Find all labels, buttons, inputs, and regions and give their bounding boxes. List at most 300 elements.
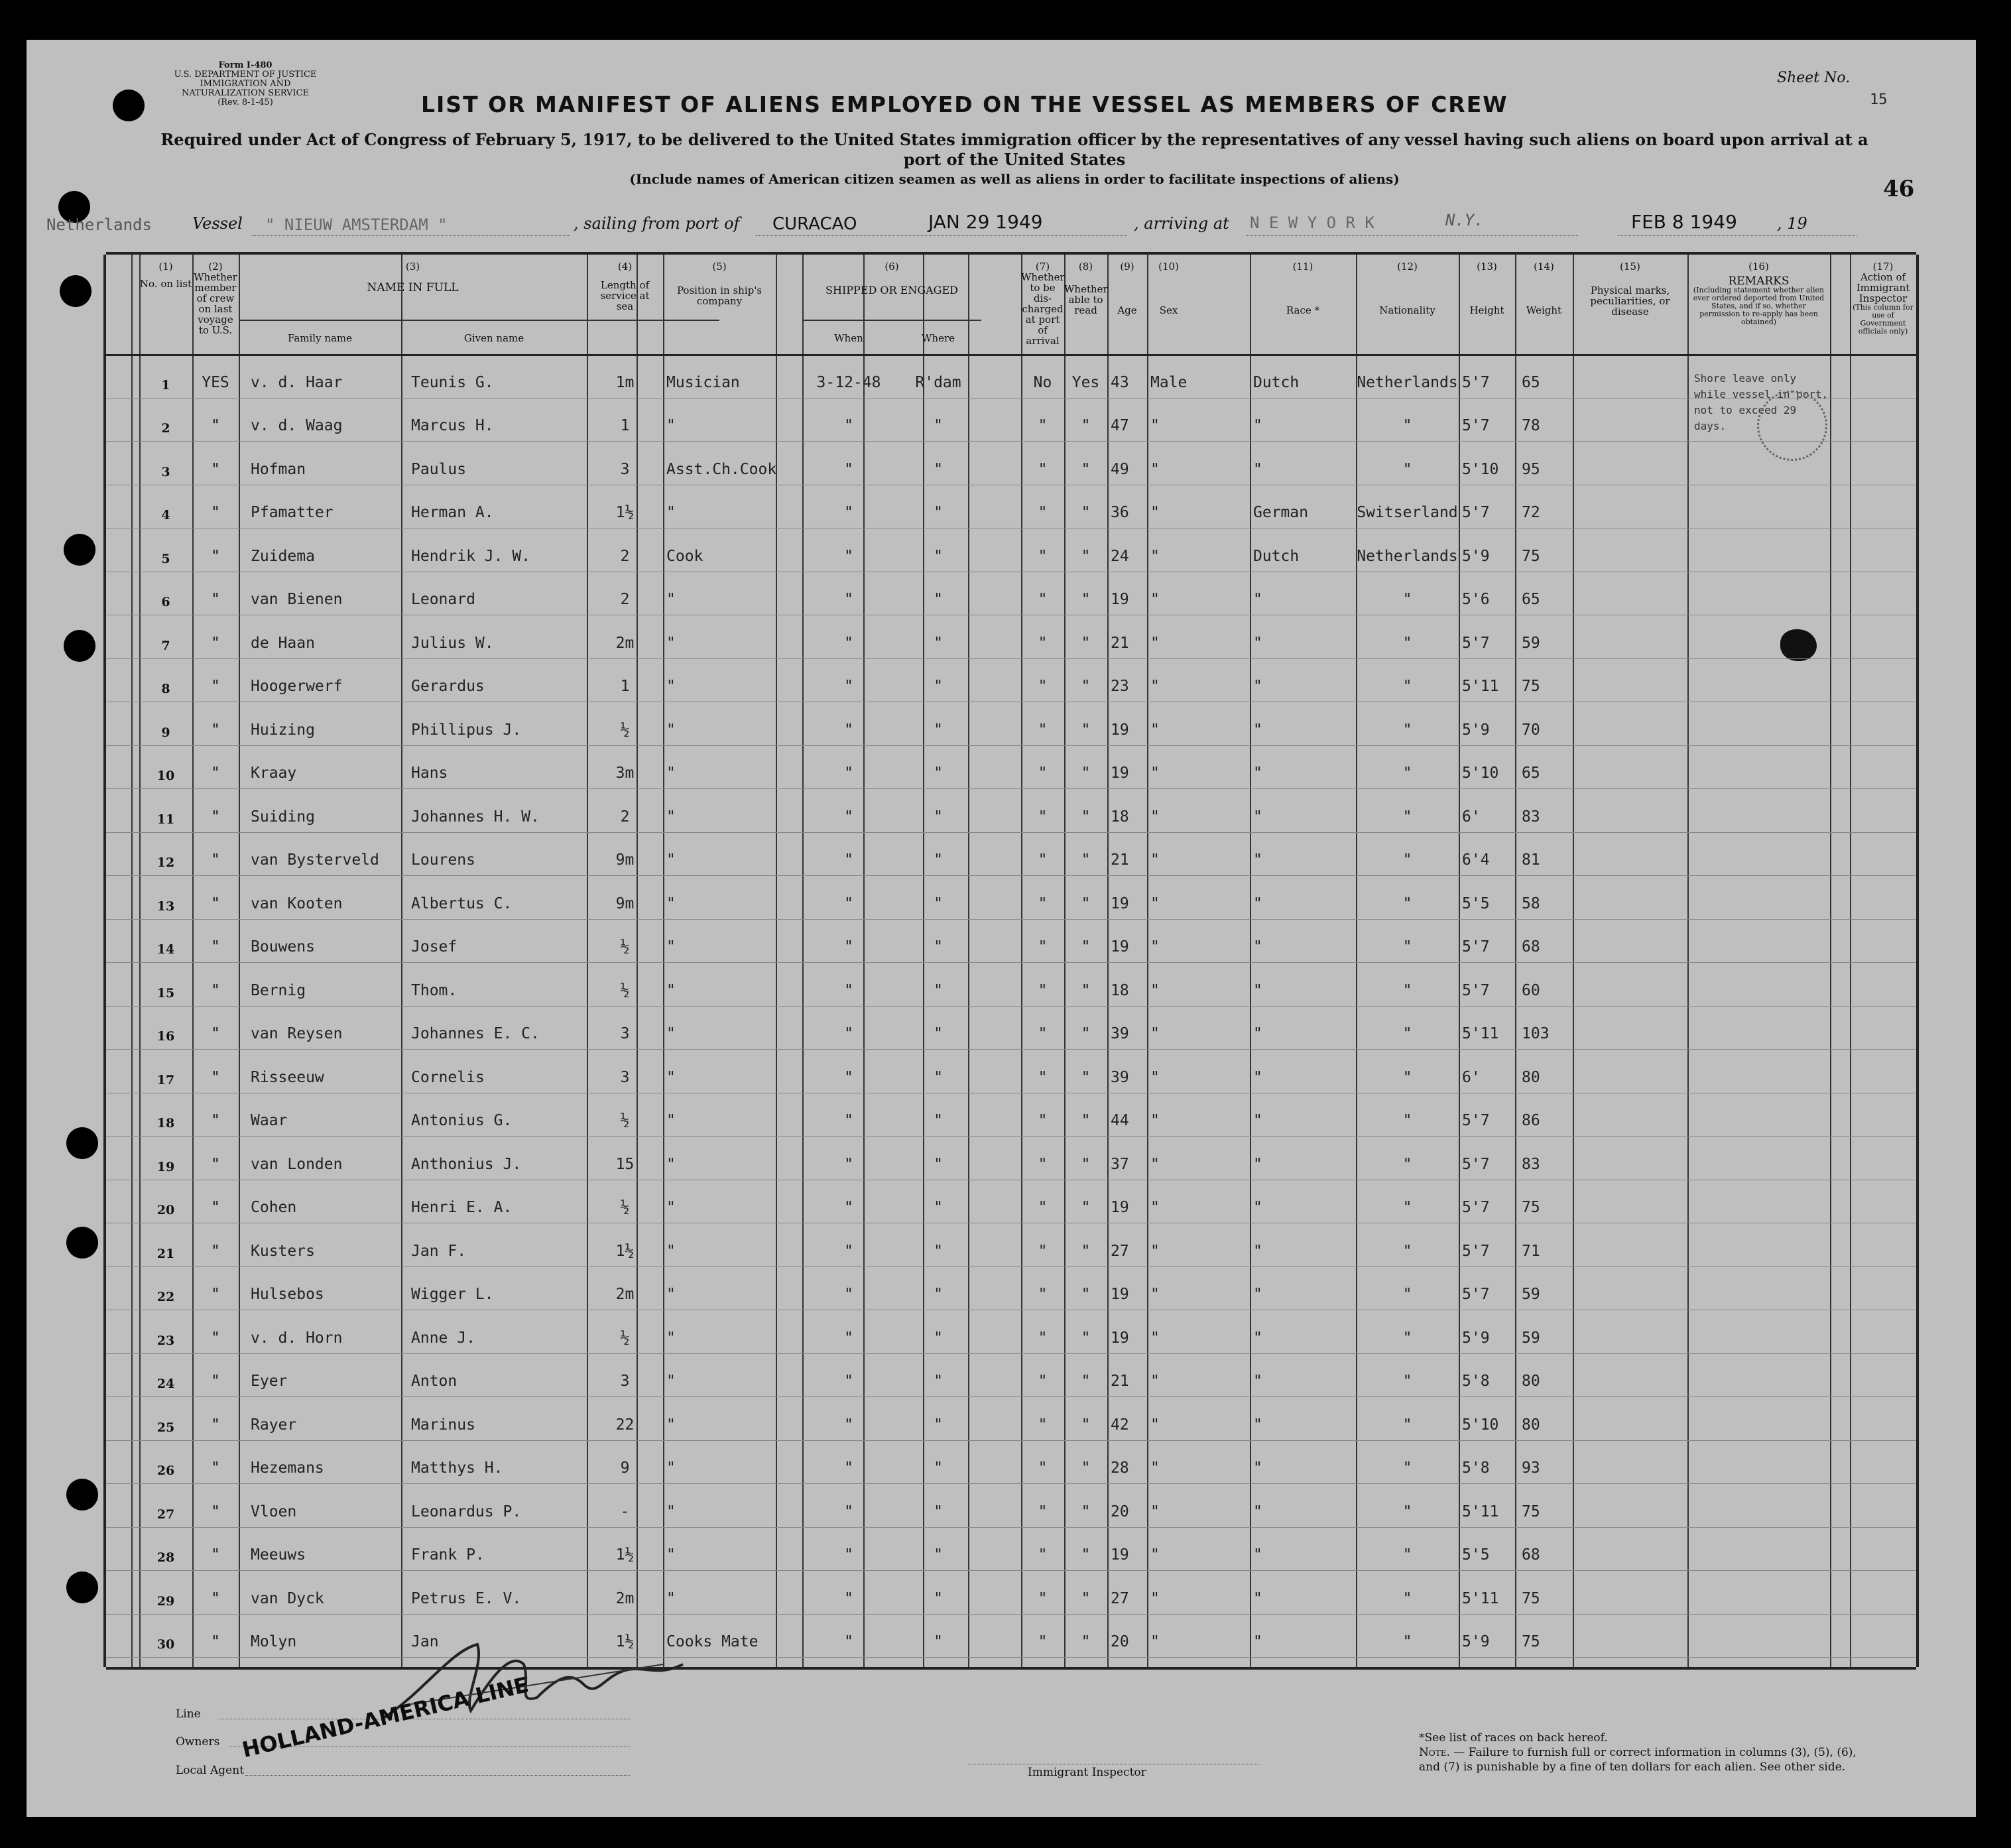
cell-prev: " [211,981,220,999]
row-number: 5 [161,551,170,566]
cell-position: Cooks Mate [666,1633,759,1650]
cell-read: " [1081,1068,1091,1086]
cell-family: van Bienen [251,591,343,608]
col-5-label: Position in ship's company [676,284,762,307]
crew-table [106,252,1916,1670]
cell-nationality: " [1402,460,1412,478]
cell-race: " [1253,460,1262,478]
cell-prev: " [211,547,220,565]
col-12-header [1356,261,1459,316]
cell-when: " [844,504,853,521]
cell-disch: " [1038,547,1048,565]
cell-disch: " [1038,981,1048,999]
cell-position: " [666,678,676,695]
cell-race: " [1253,634,1262,652]
cell-weight: 103 [1522,1025,1550,1042]
cell-when: " [844,1155,853,1173]
cell-given: Antonius G. [411,1112,513,1129]
cell-service: 2 [620,547,630,565]
cell-position: " [666,417,676,434]
cell-disch: " [1038,1459,1048,1477]
cell-weight: 93 [1522,1459,1540,1477]
penalty-note [1419,1745,1870,1774]
cell-sex: " [1150,1242,1160,1260]
cell-prev: YES [202,373,229,391]
cell-disch: " [1038,894,1048,912]
cell-read: " [1081,547,1091,565]
cell-prev: " [211,808,220,826]
cell-service: - [620,1503,630,1520]
cell-when: " [844,1112,853,1129]
cell-position: " [666,1459,676,1477]
cell-height: 5'7 [1462,1112,1490,1129]
cell-sex: " [1150,1286,1160,1303]
col-8-num: (8) [1078,261,1093,273]
cell-sex: " [1150,591,1160,608]
cell-where: " [934,547,943,565]
col-13-header [1459,261,1515,316]
col-5-num: (5) [712,261,727,273]
cell-when: " [844,547,853,565]
cell-disch: " [1038,1242,1048,1260]
binder-hole [66,1571,98,1603]
form-number: Form I-480 [218,60,273,70]
cell-sex: " [1150,721,1160,739]
row-number: 6 [161,595,170,609]
cell-height: 5'11 [1462,1503,1499,1520]
cell-family: Bouwens [251,938,315,955]
col-7-num: (7) [1035,261,1050,273]
cell-read: " [1081,894,1091,912]
cell-race: " [1253,981,1262,999]
include-note: (Include names of American citizen seamen as well as aliens in order to facilitate inspections of aliens) [629,171,1400,187]
cell-height: 5'11 [1462,1589,1499,1607]
cell-when: " [844,1199,853,1216]
cell-when: " [844,1416,853,1434]
inspection-stamp [1757,391,1827,461]
cell-read: " [1081,1199,1091,1216]
races-note: *See list of races on back hereof. [1419,1731,1608,1745]
cell-position: Asst.Ch.Cook [666,460,777,478]
cell-given: Anne J. [411,1329,475,1347]
row-number: 20 [156,1203,175,1217]
cell-when: " [844,1025,853,1042]
year-label: , 19 [1777,214,1807,233]
cell-given: Johannes H. W. [411,808,540,826]
cell-disch: " [1038,721,1048,739]
cell-where: " [934,1503,943,1520]
cell-prev: " [211,504,220,521]
cell-nationality: Netherlands [1357,547,1458,565]
cell-read: " [1081,1459,1091,1477]
cell-weight: 78 [1522,417,1540,434]
cell-given: Jan [411,1633,439,1650]
cell-height: 5'7 [1462,504,1490,521]
cell-service: 2 [620,591,630,608]
cell-given: Thom. [411,981,457,999]
cell-position: " [666,765,676,782]
cell-nationality: " [1402,808,1412,826]
row-number: 3 [161,464,170,479]
cell-disch: " [1038,765,1048,782]
col-11-num: (11) [1292,261,1313,273]
cell-race: " [1253,938,1262,955]
cell-prev: " [211,591,220,608]
cell-when: " [844,765,853,782]
cell-given: Lourens [411,851,475,869]
cell-sex: " [1150,1373,1160,1390]
vessel-label: Vessel [192,214,243,233]
cell-disch: " [1038,1112,1048,1129]
cell-age: 20 [1111,1633,1129,1650]
cell-disch: " [1038,1329,1048,1347]
col-17-label: Action of Immigrant Inspector [1856,271,1910,304]
row-number: 27 [156,1507,175,1522]
cell-given: Paulus [411,460,467,478]
cell-where: " [934,1112,943,1129]
cell-read: " [1081,1242,1091,1260]
cell-weight: 60 [1522,981,1540,999]
cell-height: 5'8 [1462,1459,1490,1477]
sheet-label: Sheet No. [1777,70,1851,86]
cell-family: de Haan [251,634,315,652]
col-1-header [139,261,192,289]
cell-service: 3 [620,1025,630,1042]
cell-sex: " [1150,1503,1160,1520]
cell-weight: 81 [1522,851,1540,869]
cell-sex: " [1150,634,1160,652]
cell-service: 3 [620,460,630,478]
cell-age: 18 [1111,981,1129,999]
col-13-num: (13) [1477,261,1497,273]
binder-hole [66,1127,98,1159]
cell-where: " [934,851,943,869]
col-11-header [1250,261,1356,316]
cell-where: " [934,591,943,608]
cell-nationality: " [1402,1373,1412,1390]
cell-height: 6' [1462,1068,1481,1086]
remarks-row-1: Shore leave only while vessel in port, not to exceed 29 days. [1694,372,1829,432]
cell-family: Eyer [251,1373,288,1390]
col-4-header [587,261,663,312]
cell-weight: 75 [1522,678,1540,695]
cell-where: " [934,634,943,652]
cell-prev: " [211,1589,220,1607]
cell-prev: " [211,1242,220,1260]
cell-family: Pfamatter [251,504,334,521]
revision: (Rev. 8-1-45) [217,97,273,107]
sailing-label: , sailing from port of [574,214,740,233]
note-label: Note. [1419,1746,1450,1759]
row-number: 15 [156,985,175,1001]
cell-given: Wigger L. [411,1286,494,1303]
cell-weight: 65 [1522,591,1540,608]
cell-height: 5'9 [1462,1329,1490,1347]
cell-read: " [1081,981,1091,999]
cell-nationality: " [1402,1329,1412,1347]
cell-given: Jan F. [411,1242,467,1260]
department: U.S. DEPARTMENT OF JUSTICE [174,70,317,80]
row-number: 18 [156,1116,175,1131]
cell-service: 3 [620,1373,630,1390]
col-3b-header: Given name [463,332,524,344]
form-id-block [159,61,332,107]
cell-race: " [1253,1025,1262,1042]
cell-service: ½ [620,1112,630,1129]
cell-service: 2m [615,1589,635,1607]
cell-weight: 68 [1522,938,1540,955]
col-3a-header: Family name [287,332,353,344]
cell-read: " [1081,1286,1091,1303]
row-number: 25 [156,1420,175,1435]
cell-read: " [1081,504,1091,521]
cell-age: 37 [1111,1155,1129,1173]
manifest-sheet [27,40,1976,1817]
cell-nationality: " [1402,1633,1412,1650]
cell-race: Dutch [1253,547,1300,565]
cell-weight: 80 [1522,1068,1540,1086]
cell-service: 1m [615,373,635,391]
cell-service: 9m [615,851,635,869]
cell-read: " [1081,851,1091,869]
cell-family: v. d. Haar [251,373,343,391]
cell-where: " [934,678,943,695]
cell-family: Huizing [251,721,315,739]
cell-given: Teunis G. [411,373,494,391]
col-15-num: (15) [1620,261,1640,273]
from-port: CURACAO [772,214,857,234]
cell-sex: " [1150,504,1160,521]
vessel-name: " NIEUW AMSTERDAM " [265,216,448,234]
cell-given: Frank P. [411,1546,485,1564]
cell-sex: " [1150,417,1160,434]
cell-read: " [1081,1633,1091,1650]
col-15-label: Physical marks, peculiarities, or disease [1590,284,1670,318]
cell-race: " [1253,1459,1262,1477]
cell-position: " [666,591,676,608]
col-16-label: REMARKS [1728,275,1790,288]
cell-prev: " [211,1068,220,1086]
cell-weight: 59 [1522,634,1540,652]
cell-family: Zuidema [251,547,315,565]
col-7-label: Whether to be dis-charged at port of arrival [1021,271,1065,347]
cell-age: 43 [1111,373,1129,391]
cell-where: " [934,938,943,955]
cell-position: " [666,938,676,955]
cell-when: " [844,851,853,869]
arriving-label: , arriving at [1134,214,1229,233]
cell-weight: 68 [1522,1546,1540,1564]
col-3-num: (3) [405,261,420,273]
cell-read: " [1081,721,1091,739]
cell-weight: 80 [1522,1416,1540,1434]
cell-family: Cohen [251,1199,297,1216]
cell-when: " [844,1373,853,1390]
cell-prev: " [211,417,220,434]
cell-nationality: " [1402,1459,1412,1477]
col-17-num: (17) [1872,261,1894,273]
cell-nationality: " [1402,1589,1412,1607]
cell-nationality: " [1402,721,1412,739]
cell-prev: " [211,1025,220,1042]
row-number: 7 [161,638,170,653]
cell-service: 1½ [615,1546,635,1564]
cell-family: Kraay [251,765,297,782]
binder-hole [64,630,95,662]
cell-prev: " [211,460,220,478]
cell-nationality: " [1402,1286,1412,1303]
cell-service: 1½ [615,504,635,521]
cell-position: " [666,1025,676,1042]
cell-height: 5'5 [1462,894,1490,912]
col-6-num: (6) [884,261,899,273]
cell-age: 27 [1111,1242,1129,1260]
cell-service: ½ [620,1199,630,1216]
cell-read: " [1081,938,1091,955]
row-number: 26 [156,1463,175,1478]
cell-race: " [1253,1068,1262,1086]
cell-read: " [1081,1503,1091,1520]
cell-disch: " [1038,460,1048,478]
cell-when: " [844,460,853,478]
cell-where: " [934,1589,943,1607]
cell-age: 19 [1111,1199,1129,1216]
cell-when: " [844,1589,853,1607]
cell-nationality: " [1402,1112,1412,1129]
cell-prev: " [211,1155,220,1173]
row-number: 9 [161,725,170,740]
cell-weight: 72 [1522,504,1540,521]
col-16-num: (16) [1748,261,1769,273]
cell-race: " [1253,1503,1262,1520]
col-2-num: (2) [208,261,223,273]
cell-nationality: " [1402,634,1412,652]
sailing-date: JAN 29 1949 [928,211,1043,233]
cell-family: Hoogerwerf [251,678,343,695]
cell-disch: " [1038,1546,1048,1564]
cell-service: 3m [615,765,635,782]
col-5-header [663,261,776,306]
cell-disch: " [1038,1286,1048,1303]
cell-given: Marinus [411,1416,475,1434]
cell-family: Suiding [251,808,315,826]
cell-read: " [1081,1329,1091,1347]
cell-disch: No [1033,373,1052,391]
cell-age: 19 [1111,1329,1129,1347]
col-9-label: Age [1117,304,1137,316]
cell-weight: 59 [1522,1286,1540,1303]
cell-where: " [934,1286,943,1303]
cell-disch: " [1038,1025,1048,1042]
cell-nationality: " [1402,1025,1412,1042]
cell-disch: " [1038,851,1048,869]
col-11-label: Race * [1286,304,1320,316]
cell-prev: " [211,851,220,869]
cell-service: 2m [615,1286,635,1303]
cell-height: 5'7 [1462,981,1490,999]
cell-where: " [934,1329,943,1347]
line-label: Line [176,1707,201,1721]
cell-race: " [1253,591,1262,608]
cell-height: 5'7 [1462,1242,1490,1260]
cell-read: " [1081,808,1091,826]
cell-sex: " [1150,1068,1160,1086]
col-8-header [1064,261,1107,316]
cell-position: " [666,634,676,652]
cell-disch: " [1038,938,1048,955]
cell-read: " [1081,1589,1091,1607]
cell-sex: " [1150,1199,1160,1216]
col-6a-header: When [834,332,863,344]
cell-weight: 75 [1522,1633,1540,1650]
cell-weight: 71 [1522,1242,1540,1260]
cell-race: " [1253,678,1262,695]
cell-prev: " [211,1329,220,1347]
cell-disch: " [1038,591,1048,608]
col-12-label: Nationality [1379,304,1435,316]
col-6-header [802,261,981,296]
cell-family: Vloen [251,1503,297,1520]
cell-when: " [844,417,853,434]
cell-disch: " [1038,1503,1048,1520]
cell-weight: 59 [1522,1329,1540,1347]
cell-prev: " [211,634,220,652]
cell-when: " [844,634,853,652]
cell-given: Albertus C. [411,894,513,912]
cell-read: " [1081,1416,1091,1434]
cell-position: " [666,1068,676,1086]
cell-read: " [1081,634,1091,652]
cell-weight: 75 [1522,1199,1540,1216]
cell-height: 5'7 [1462,417,1490,434]
cell-disch: " [1038,1155,1048,1173]
page-title: LIST OR MANIFEST OF ALIENS EMPLOYED ON THE VESSEL AS MEMBERS OF CREW [421,92,1508,117]
cell-when: " [844,721,853,739]
cell-family: Hofman [251,460,306,478]
cell-age: 23 [1111,678,1129,695]
cell-age: 28 [1111,1459,1129,1477]
cell-given: Anton [411,1373,457,1390]
cell-where: R'dam [915,373,961,391]
cell-race: " [1253,721,1262,739]
cell-disch: " [1038,808,1048,826]
cell-sex: " [1150,1329,1160,1347]
cell-service: 1 [620,417,630,434]
row-number: 16 [156,1029,175,1044]
cell-given: Phillipus J. [411,721,522,739]
cell-sex: " [1150,765,1160,782]
cell-sex: " [1150,1546,1160,1564]
cell-service: ½ [620,981,630,999]
cell-height: 5'10 [1462,765,1499,782]
cell-position: " [666,1503,676,1520]
sheet-number: 15 [1870,92,1888,108]
cell-nationality: " [1402,1546,1412,1564]
row-number: 23 [156,1333,175,1348]
cell-weight: 75 [1522,1503,1540,1520]
cell-nationality: " [1402,1503,1412,1520]
cell-race: " [1253,1589,1262,1607]
col-6b-header: Where [921,332,955,344]
row-number: 13 [156,898,175,914]
cell-nationality: " [1402,938,1412,955]
cell-family: Hezemans [251,1459,324,1477]
cell-family: Risseeuw [251,1068,324,1086]
cell-weight: 86 [1522,1112,1540,1129]
cell-given: Leonard [411,591,475,608]
cell-nationality: " [1402,981,1412,999]
cell-age: 24 [1111,547,1129,565]
